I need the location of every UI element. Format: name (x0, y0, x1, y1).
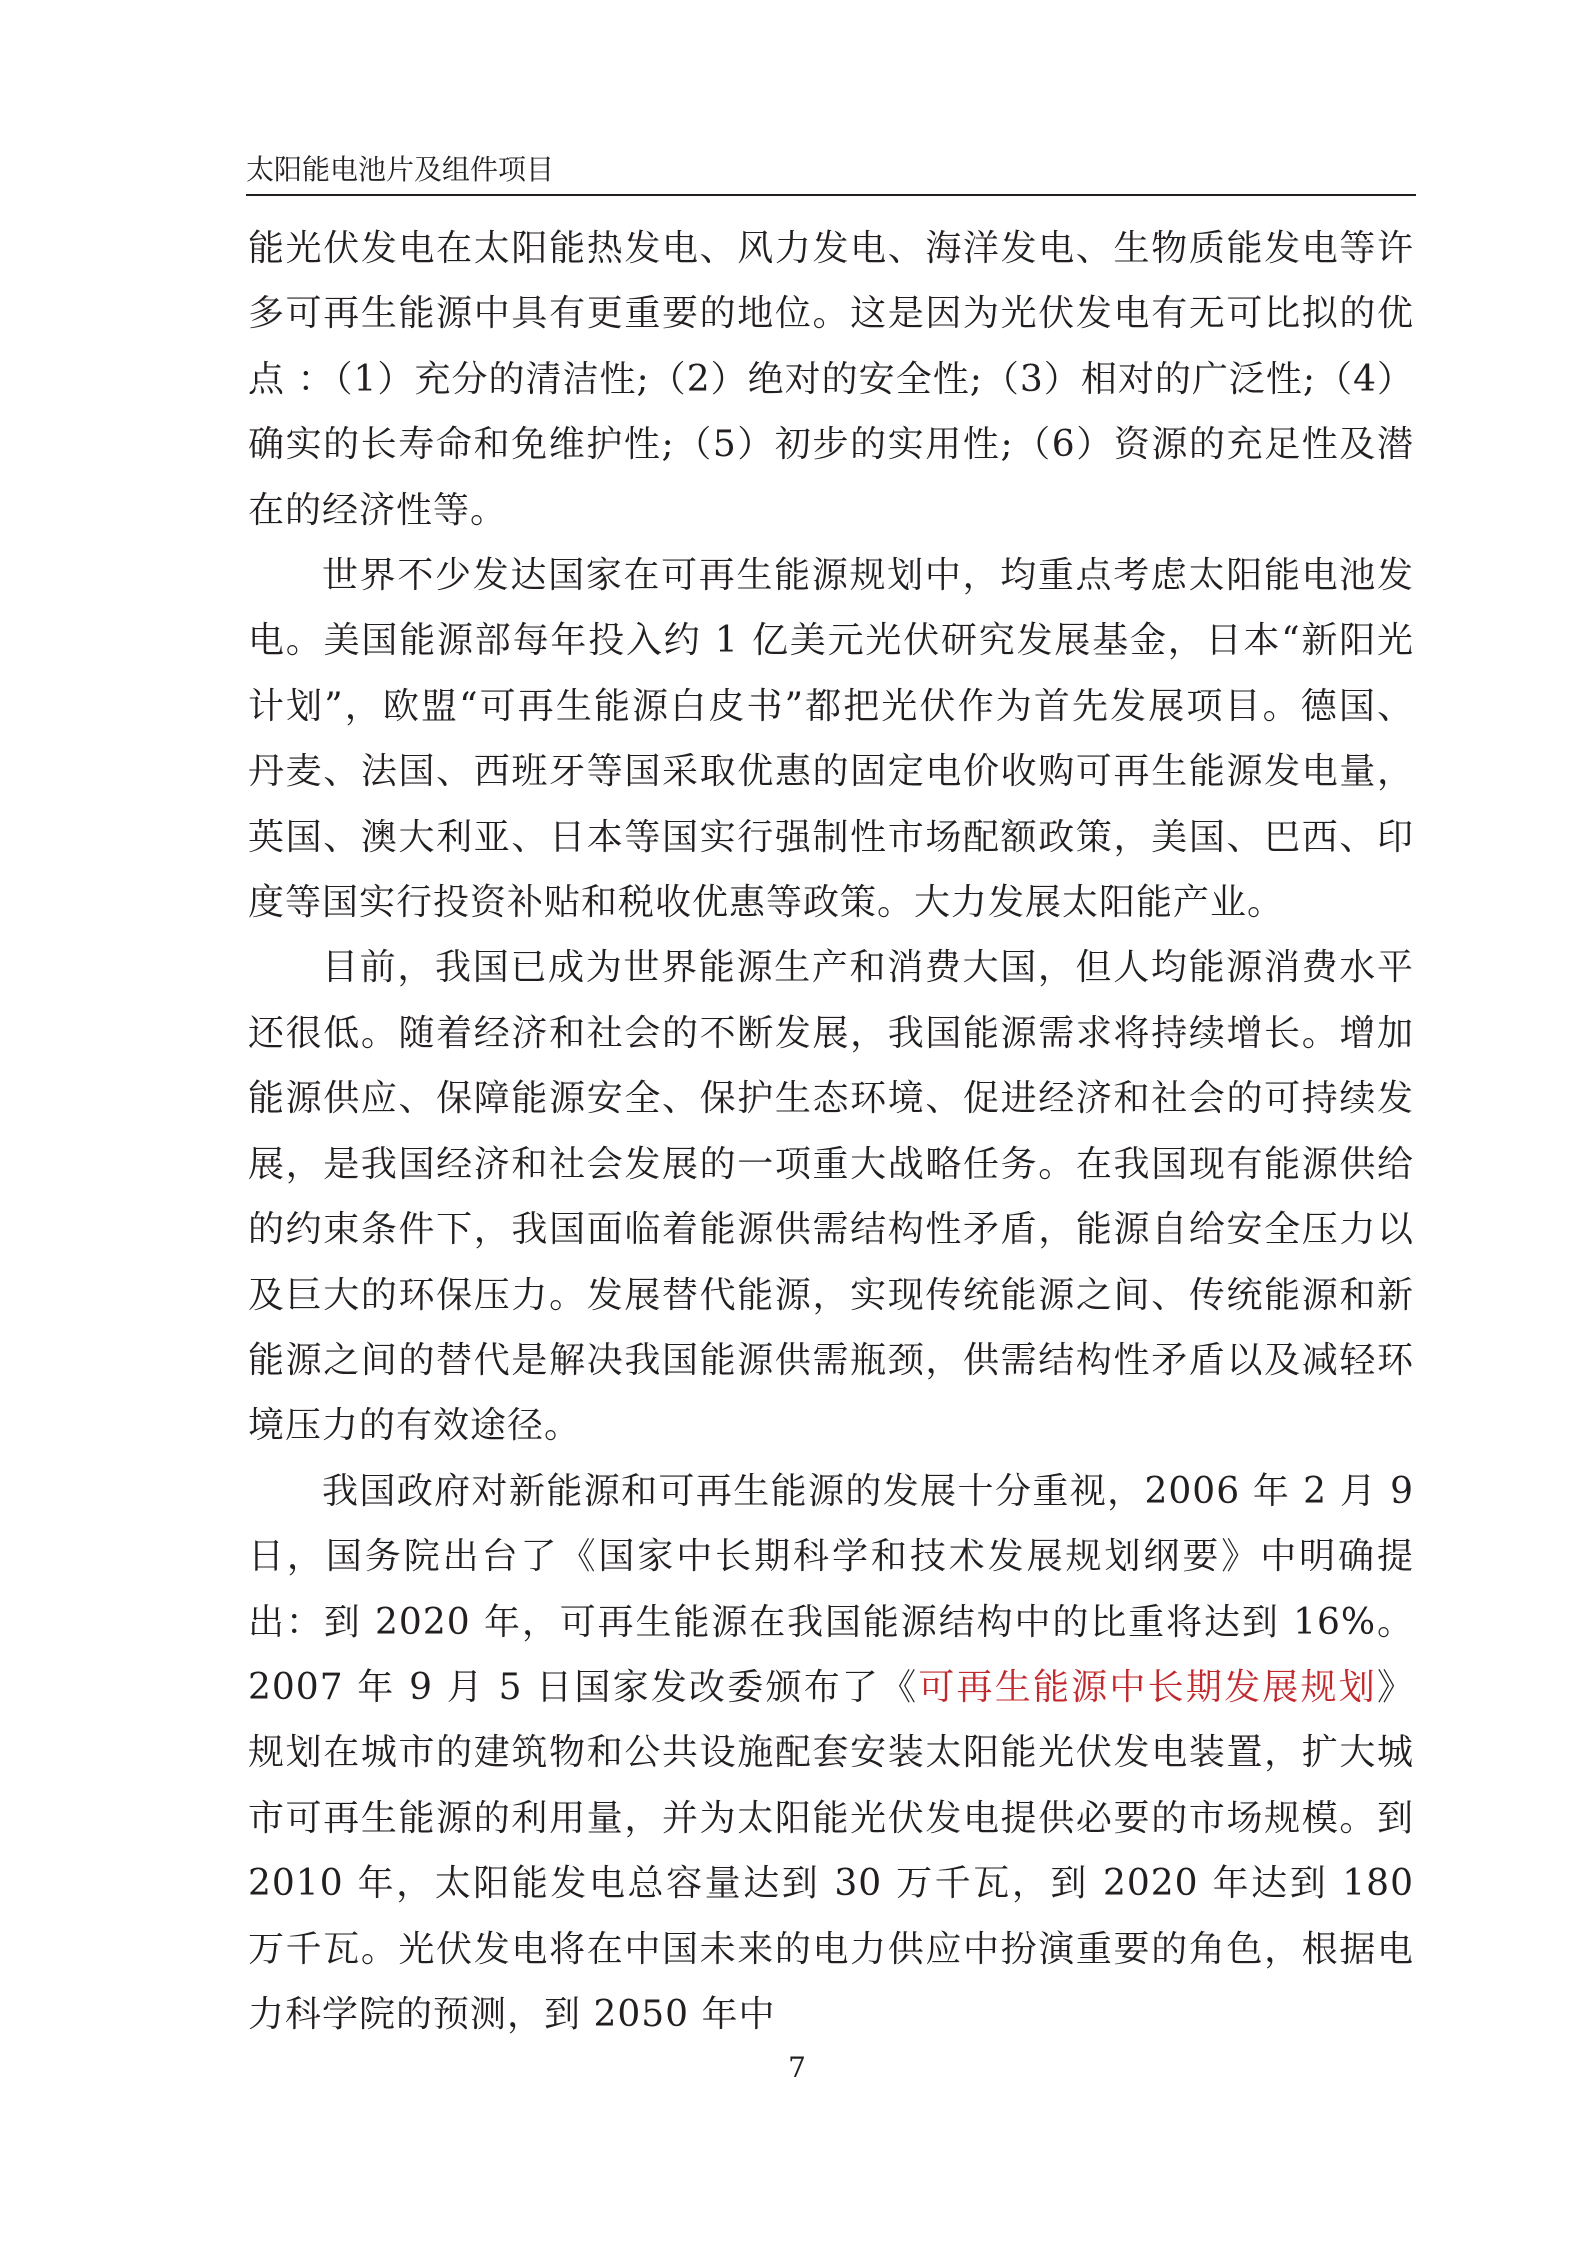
paragraph-government-plan-text-2: 》规划在城市的建筑物和公共设施配套安装太阳能光伏发电装置，扩大城市可再生能源的利用量，并为太阳能光伏发电提供必要的市场规模。到 2010 年，太阳能发电总容量达到 30 万千瓦，到 2020 年达到 180 万千瓦。光伏发电将在中国未来的电力供应中扮演重要的角色，根据电力科学院的预测，到 2050 年中 (248, 1666, 1414, 2035)
paragraph-international-policy: 世界不少发达国家在可再生能源规划中，均重点考虑太阳能电池发电。美国能源部每年投入约 1 亿美元光伏研究发展基金，日本“新阳光计划”，欧盟“可再生能源白皮书”都把光伏作为首先发展项目。德国、丹麦、法国、西班牙等国采取优惠的固定电价收购可再生能源发电量，英国、澳大利亚、日本等国实行强制性市场配额政策，美国、巴西、印度等国实行投资补贴和税收优惠等政策。大力发展太阳能产业。 (248, 555, 1414, 924)
paragraph-government-plan-text-1: 我国政府对新能源和可再生能源的发展十分重视，2006 年 2 月 9 日，国务院出台了《国家中长期科学和技术发展规划纲要》中明确提出：到 2020 年，可再生能源在我国能源结构中的比重将达到 16%。2007 年 9 月 5 日国家发改委颁布了《 (248, 1470, 1414, 1708)
document-body (248, 216, 1414, 2047)
paragraph-china-energy: 目前，我国已成为世界能源生产和消费大国，但人均能源消费水平还很低。随着经济和社会的不断发展，我国能源需求将持续增长。增加能源供应、保障能源安全、保护生态环境、促进经济和社会的可持续发展，是我国经济和社会发展的一项重大战略任务。在我国现有能源供给的约束条件下，我国面临着能源供需结构性矛盾，能源自给安全压力以及巨大的环保压力。发展替代能源，实现传统能源之间、传统能源和新能源之间的替代是解决我国能源供需瓶颈，供需结构性矛盾以及减轻环境压力的有效途径。 (248, 947, 1414, 1447)
running-header: 太阳能电池片及组件项目 (246, 153, 555, 186)
plan-title-highlight: 可再生能源中长期发展规划 (918, 1666, 1377, 1708)
header-rule (246, 194, 1416, 196)
paragraph-advantages: 能光伏发电在太阳能热发电、风力发电、海洋发电、生物质能发电等许多可再生能源中具有更重要的地位。这是因为光伏发电有无可比拟的优点 ：（1）充分的清洁性;（2）绝对的安全性;（3）相对的广泛性;（4）确实的长寿命和免维护性;（5）初步的实用性;（6）资源的充足性及潜在的经济性等。 (248, 228, 1414, 531)
page-number: 7 (788, 2051, 806, 2084)
paragraph-government-plan (248, 1459, 1414, 2048)
